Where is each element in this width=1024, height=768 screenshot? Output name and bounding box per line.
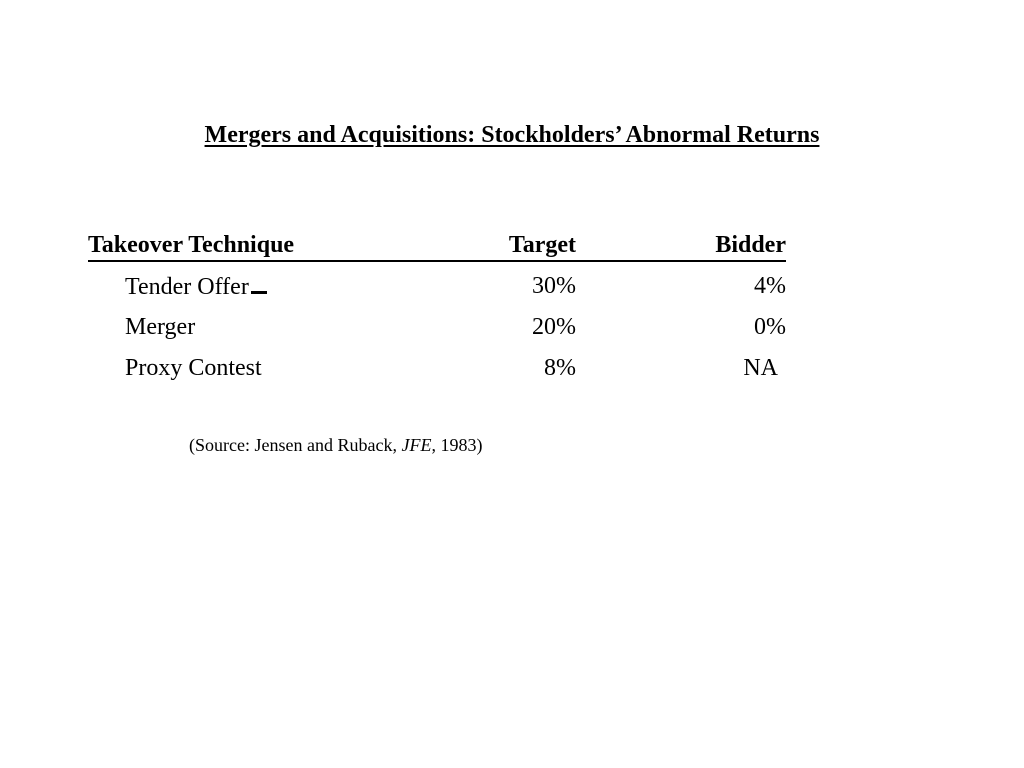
slide-title: [0, 120, 1024, 150]
bidder-cell: 4%: [754, 273, 786, 299]
header-target: Target: [508, 232, 576, 258]
table-row-proxy-contest: [88, 344, 786, 385]
underscore-mark: [251, 271, 267, 294]
table-row-tender-offer: [88, 262, 786, 303]
technique-label: Tender Offer: [125, 274, 249, 300]
technique-cell: [125, 271, 267, 302]
header-takeover-technique: Takeover Technique: [88, 232, 295, 258]
technique-cell: Merger: [125, 314, 196, 340]
target-cell: 30%: [532, 273, 576, 299]
bidder-cell: 0%: [754, 314, 786, 340]
target-cell: 8%: [544, 355, 576, 381]
table-header-row: [88, 230, 786, 262]
source-suffix: , 1983): [431, 435, 483, 455]
technique-cell: Proxy Contest: [125, 355, 262, 381]
source-journal: JFE: [401, 435, 432, 455]
table-row-merger: [88, 303, 786, 344]
source-prefix: (Source: Jensen and Ruback,: [189, 435, 402, 455]
returns-table: [88, 230, 786, 385]
slide-title-text: Mergers and Acquisitions: Stockholders’ Abnormal Returns: [204, 122, 820, 148]
bidder-cell: NA: [743, 355, 778, 381]
target-cell: 20%: [532, 314, 576, 340]
header-bidder: Bidder: [715, 232, 786, 258]
source-citation: [189, 433, 482, 457]
